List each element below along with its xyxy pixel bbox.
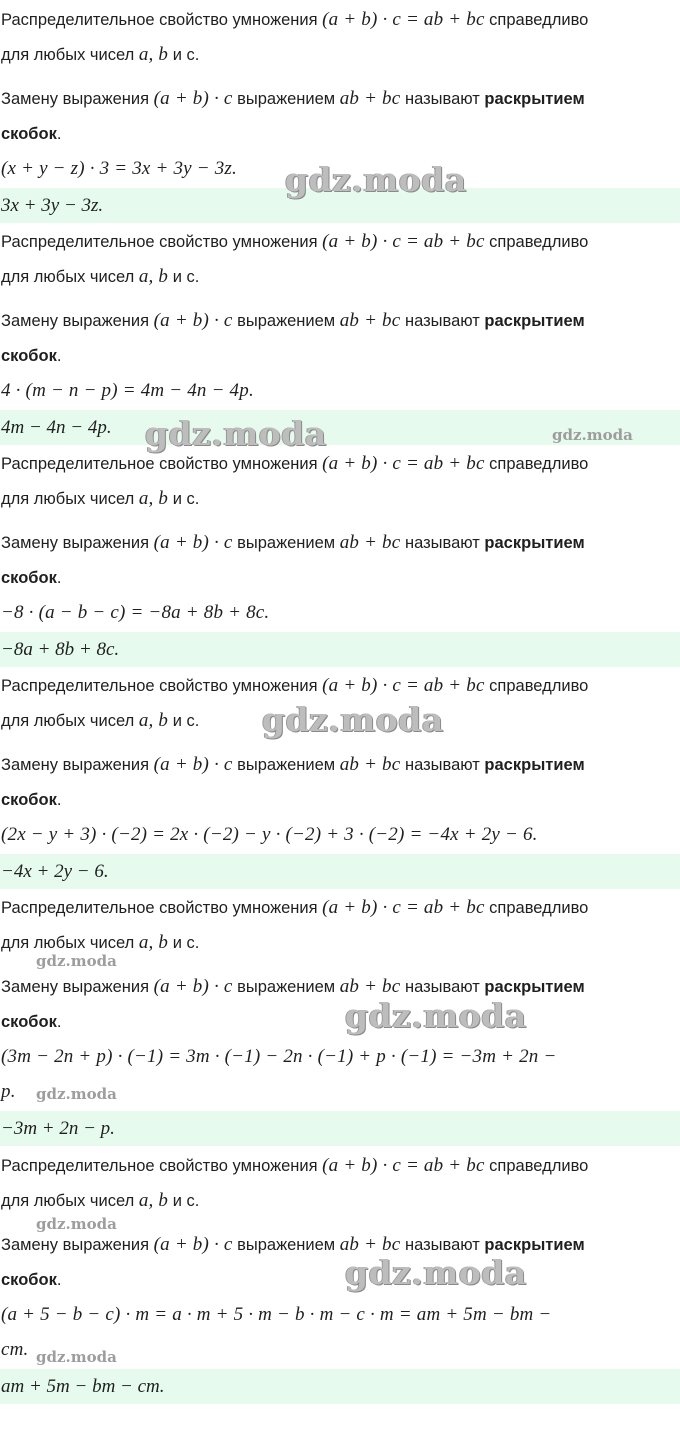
work-line	[0, 153, 680, 185]
rule-formula: (a + b) · c = ab + bc	[322, 1155, 485, 1176]
answer-box	[0, 188, 680, 223]
answer-text: 4m − 4n − 4p.	[1, 417, 112, 438]
rule-formula: (a + b) · c = ab + bc	[322, 675, 485, 696]
rule-line-1	[0, 226, 680, 258]
rule-text: Замену выражения	[1, 534, 154, 552]
answer-text: −3m + 2n − p.	[1, 1118, 115, 1139]
rule-line-1-text	[0, 899, 588, 917]
rule-line-4-text	[0, 347, 61, 365]
rule-line-1	[0, 4, 680, 36]
work-line-text	[0, 604, 269, 622]
work-line-text	[0, 1306, 551, 1324]
rule-line-1-text	[0, 233, 588, 251]
rule-text: и c.	[168, 46, 200, 64]
rule-text: Распределительное свойство умножения	[1, 11, 323, 29]
rule-text: выражением	[232, 534, 340, 552]
watermark: gdz.moda	[36, 1085, 117, 1103]
rule-term: скобок	[1, 569, 57, 587]
rule-expression: ab + bc	[339, 976, 401, 997]
rule-line-2	[0, 261, 680, 293]
rule-line-2	[0, 39, 680, 71]
rule-text: выражением	[232, 756, 340, 774]
rule-text: справедливо	[484, 11, 589, 29]
work-line	[0, 1076, 680, 1108]
rule-vars: a, b	[138, 266, 169, 287]
rule-text: и c.	[168, 490, 200, 508]
answer-box	[0, 632, 680, 667]
rule-line-1	[0, 892, 680, 924]
work-expression: (x + y − z) · 3 = 3x + 3y − 3z.	[1, 158, 237, 179]
rule-term: скобок	[1, 1271, 57, 1289]
answer-text: am + 5m − bm − cm.	[1, 1376, 165, 1397]
rule-vars: a, b	[138, 932, 169, 953]
rule-term: скобок	[1, 125, 57, 143]
rule-line-2-text	[0, 712, 199, 730]
rule-expression: ab + bc	[339, 754, 401, 775]
rule-expression: (a + b) · c	[153, 88, 233, 109]
watermark: gdz.moda	[36, 1215, 117, 1233]
rule-line-4-text	[0, 569, 61, 587]
answer-text: −8a + 8b + 8c.	[1, 639, 120, 660]
rule-line-3	[0, 305, 680, 337]
rule-expression: (a + b) · c	[153, 532, 233, 553]
rule-vars: a, b	[138, 1190, 169, 1211]
rule-line-2	[0, 1185, 680, 1217]
rule-expression: ab + bc	[339, 310, 401, 331]
rule-text: выражением	[232, 90, 340, 108]
rule-formula: (a + b) · c = ab + bc	[322, 453, 485, 474]
rule-text: для любых чисел	[1, 268, 139, 286]
work-line-text	[0, 826, 538, 844]
rule-line-1-text	[0, 455, 588, 473]
work-expression: (2x − y + 3) · (−2) = 2x · (−2) − y · (−2) + 3 · (−2) = −4x + 2y − 6.	[1, 824, 538, 845]
rule-line-4	[0, 340, 680, 372]
rule-text: Замену выражения	[1, 756, 154, 774]
answer-box	[0, 854, 680, 889]
rule-text: выражением	[232, 1236, 340, 1254]
rule-term: раскрытием	[484, 756, 585, 774]
rule-line-1-text	[0, 11, 588, 29]
rule-expression: (a + b) · c	[153, 976, 233, 997]
rule-line-3-text	[0, 1236, 585, 1254]
rule-line-3-text	[0, 534, 585, 552]
rule-text: справедливо	[484, 233, 589, 251]
work-expression: (3m − 2n + p) · (−1) = 3m · (−1) − 2n · (−1) + p · (−1) = −3m + 2n −	[1, 1046, 557, 1067]
rule-text: Замену выражения	[1, 1236, 154, 1254]
rule-line-4	[0, 1006, 680, 1038]
rule-line-4	[0, 562, 680, 594]
rule-text: для любых чисел	[1, 1192, 139, 1210]
work-line-text	[0, 382, 254, 400]
rule-line-3-text	[0, 978, 585, 996]
rule-line-3	[0, 527, 680, 559]
rule-text: называют	[400, 312, 485, 330]
answer-box	[0, 1111, 680, 1146]
work-expression: cm.	[1, 1339, 29, 1360]
rule-line-4-text	[0, 1271, 61, 1289]
work-line	[0, 1299, 680, 1331]
answer-box	[0, 1369, 680, 1404]
rule-line-2	[0, 483, 680, 515]
work-line-text	[0, 1341, 29, 1359]
work-line-text	[0, 1048, 556, 1066]
rule-term: скобок	[1, 347, 57, 365]
rule-line-2-text	[0, 268, 199, 286]
answer-text: −4x + 2y − 6.	[1, 861, 109, 882]
rule-term: скобок	[1, 791, 57, 809]
rule-text: .	[56, 347, 62, 365]
rule-line-3	[0, 83, 680, 115]
rule-text: справедливо	[484, 1157, 589, 1175]
rule-line-4-text	[0, 791, 61, 809]
rule-text: .	[56, 791, 62, 809]
rule-text: Замену выражения	[1, 312, 154, 330]
watermark: gdz.moda	[345, 1253, 527, 1292]
work-line-text	[0, 160, 237, 178]
rule-text: Замену выражения	[1, 978, 154, 996]
rule-text: для любых чисел	[1, 490, 139, 508]
rule-text: и c.	[168, 712, 200, 730]
work-line-text	[0, 1083, 16, 1101]
work-line	[0, 375, 680, 407]
rule-line-2-text	[0, 46, 199, 64]
rule-term: скобок	[1, 1013, 57, 1031]
rule-line-1-text	[0, 677, 588, 695]
rule-line-1	[0, 670, 680, 702]
rule-expression: ab + bc	[339, 1234, 401, 1255]
rule-term: раскрытием	[484, 978, 585, 996]
rule-term: раскрытием	[484, 1236, 585, 1254]
answer-text: 3x + 3y − 3z.	[1, 195, 104, 216]
rule-formula: (a + b) · c = ab + bc	[322, 9, 485, 30]
rule-text: .	[56, 569, 62, 587]
rule-term: раскрытием	[484, 90, 585, 108]
rule-text: справедливо	[484, 455, 589, 473]
rule-expression: ab + bc	[339, 532, 401, 553]
rule-text: выражением	[232, 978, 340, 996]
rule-line-3	[0, 1229, 680, 1261]
rule-expression: (a + b) · c	[153, 754, 233, 775]
rule-vars: a, b	[138, 488, 169, 509]
rule-text: Распределительное свойство умножения	[1, 233, 323, 251]
work-expression: (a + 5 − b − c) · m = a · m + 5 · m − b · m − c · m = am + 5m − bm −	[1, 1304, 552, 1325]
rule-text: для любых чисел	[1, 46, 139, 64]
rule-vars: a, b	[138, 44, 169, 65]
rule-line-3-text	[0, 756, 585, 774]
watermark: gdz.moda	[552, 426, 633, 444]
rule-line-2-text	[0, 934, 199, 952]
rule-text: .	[56, 1271, 62, 1289]
rule-line-3-text	[0, 90, 585, 108]
watermark: gdz.moda	[285, 160, 467, 199]
rule-text: для любых чисел	[1, 934, 139, 952]
watermark: gdz.moda	[36, 1348, 117, 1366]
rule-text: называют	[400, 756, 485, 774]
rule-line-1-text	[0, 1157, 588, 1175]
work-line	[0, 597, 680, 629]
rule-text: называют	[400, 978, 485, 996]
work-line	[0, 819, 680, 851]
rule-line-2	[0, 705, 680, 737]
rule-text: и c.	[168, 934, 200, 952]
rule-line-2-text	[0, 490, 199, 508]
rule-line-1	[0, 1150, 680, 1182]
work-expression: p.	[1, 1081, 16, 1102]
rule-text: .	[56, 125, 62, 143]
watermark: gdz.moda	[262, 700, 444, 739]
rule-text: Распределительное свойство умножения	[1, 899, 323, 917]
rule-term: раскрытием	[484, 534, 585, 552]
rule-expression: (a + b) · c	[153, 310, 233, 331]
rule-text: называют	[400, 1236, 485, 1254]
work-line	[0, 1334, 680, 1366]
rule-text: выражением	[232, 312, 340, 330]
rule-line-4	[0, 784, 680, 816]
rule-term: раскрытием	[484, 312, 585, 330]
rule-expression: ab + bc	[339, 88, 401, 109]
rule-text: для любых чисел	[1, 712, 139, 730]
watermark: gdz.moda	[145, 414, 327, 453]
rule-line-4	[0, 118, 680, 150]
rule-text: Распределительное свойство умножения	[1, 455, 323, 473]
rule-text: называют	[400, 534, 485, 552]
work-expression: −8 · (a − b − c) = −8a + 8b + 8c.	[1, 602, 270, 623]
rule-line-4	[0, 1264, 680, 1296]
work-expression: 4 · (m − n − p) = 4m − 4n − 4p.	[1, 380, 254, 401]
watermark: gdz.moda	[36, 952, 117, 970]
rule-line-2-text	[0, 1192, 199, 1210]
watermark: gdz.moda	[345, 996, 527, 1035]
rule-formula: (a + b) · c = ab + bc	[322, 231, 485, 252]
rule-text: справедливо	[484, 899, 589, 917]
rule-text: и c.	[168, 1192, 200, 1210]
rule-line-3-text	[0, 312, 585, 330]
rule-formula: (a + b) · c = ab + bc	[322, 897, 485, 918]
rule-line-1	[0, 448, 680, 480]
rule-line-4-text	[0, 1013, 61, 1031]
rule-vars: a, b	[138, 710, 169, 731]
answer-box	[0, 410, 680, 445]
rule-line-2	[0, 927, 680, 959]
rule-text: справедливо	[484, 677, 589, 695]
rule-line-4-text	[0, 125, 61, 143]
rule-text: Распределительное свойство умножения	[1, 1157, 323, 1175]
rule-text: Распределительное свойство умножения	[1, 677, 323, 695]
rule-expression: (a + b) · c	[153, 1234, 233, 1255]
rule-text: Замену выражения	[1, 90, 154, 108]
rule-line-3	[0, 749, 680, 781]
work-line	[0, 1041, 680, 1073]
rule-line-3	[0, 971, 680, 1003]
rule-text: .	[56, 1013, 62, 1031]
rule-text: называют	[400, 90, 485, 108]
rule-text: и c.	[168, 268, 200, 286]
